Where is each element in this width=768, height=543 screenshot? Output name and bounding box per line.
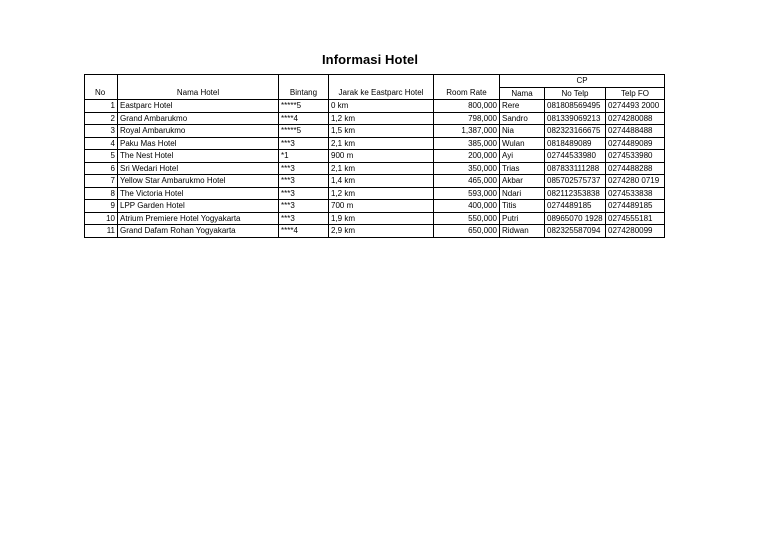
cell-rate: 550,000: [434, 212, 500, 225]
cell-rate: 400,000: [434, 200, 500, 213]
header-jarak: Jarak ke Eastparc Hotel: [329, 87, 434, 100]
cell-jarak: 1,9 km: [329, 212, 434, 225]
cell-jarak: 1,5 km: [329, 125, 434, 138]
header-telp-fo: Telp FO: [606, 87, 665, 100]
cell-bintang: ****4: [279, 225, 329, 238]
cell-nama: Ridwan: [500, 225, 545, 238]
cell-fo: 0274280088: [606, 112, 665, 125]
cell-fo: 0274488488: [606, 125, 665, 138]
cell-jarak: 1,2 km: [329, 112, 434, 125]
cell-hotel: Paku Mas Hotel: [118, 137, 279, 150]
header-rate-top: [434, 75, 500, 88]
cell-hotel: Sri Wedari Hotel: [118, 162, 279, 175]
cell-telp: 081339069213: [545, 112, 606, 125]
hotel-table: [84, 74, 665, 238]
cell-fo: 0274489185: [606, 200, 665, 213]
table-row: [85, 150, 665, 163]
table-row: [85, 212, 665, 225]
cell-bintang: *1: [279, 150, 329, 163]
cell-telp: 082112353838: [545, 187, 606, 200]
cell-jarak: 0 km: [329, 100, 434, 113]
cell-fo: 0274280 0719: [606, 175, 665, 188]
cell-fo: 0274280099: [606, 225, 665, 238]
cell-nama: Rere: [500, 100, 545, 113]
cell-telp: 0818489089: [545, 137, 606, 150]
cell-hotel: Grand Ambarukmo: [118, 112, 279, 125]
header-no: No: [85, 87, 118, 100]
cell-no: 11: [85, 225, 118, 238]
cell-no: 5: [85, 150, 118, 163]
cell-telp: 0274489185: [545, 200, 606, 213]
cell-nama: Nia: [500, 125, 545, 138]
cell-bintang: ****4: [279, 112, 329, 125]
cell-no: 8: [85, 187, 118, 200]
cell-jarak: 1,2 km: [329, 187, 434, 200]
cell-telp: 082325587094: [545, 225, 606, 238]
header-bintang: Bintang: [279, 87, 329, 100]
cell-hotel: LPP Garden Hotel: [118, 200, 279, 213]
table-row: [85, 137, 665, 150]
header-cp: CP: [500, 75, 665, 88]
cell-nama: Trias: [500, 162, 545, 175]
header-nama: Nama: [500, 87, 545, 100]
cell-nama: Ndari: [500, 187, 545, 200]
table-row: [85, 100, 665, 113]
header-row: [85, 87, 665, 100]
cell-jarak: 900 m: [329, 150, 434, 163]
cell-rate: 798,000: [434, 112, 500, 125]
header-room-rate: Room Rate: [434, 87, 500, 100]
cell-bintang: *****5: [279, 125, 329, 138]
cell-nama: Sandro: [500, 112, 545, 125]
table-row: [85, 187, 665, 200]
cell-telp: 02744533980: [545, 150, 606, 163]
cell-rate: 800,000: [434, 100, 500, 113]
cell-hotel: The Nest Hotel: [118, 150, 279, 163]
cell-rate: 385,000: [434, 137, 500, 150]
cell-fo: 0274489089: [606, 137, 665, 150]
cell-bintang: *****5: [279, 100, 329, 113]
cell-jarak: 2,1 km: [329, 162, 434, 175]
cell-nama: Ayi: [500, 150, 545, 163]
cell-no: 3: [85, 125, 118, 138]
cell-nama: Wulan: [500, 137, 545, 150]
cell-rate: 593,000: [434, 187, 500, 200]
cell-hotel: Royal Ambarukmo: [118, 125, 279, 138]
cell-telp: 081808569495: [545, 100, 606, 113]
page-title: Informasi Hotel: [321, 52, 419, 67]
cell-fo: 0274555181: [606, 212, 665, 225]
cell-jarak: 2,1 km: [329, 137, 434, 150]
cell-bintang: ***3: [279, 175, 329, 188]
table-row: [85, 125, 665, 138]
cell-rate: 200,000: [434, 150, 500, 163]
table-row: [85, 225, 665, 238]
cell-no: 2: [85, 112, 118, 125]
cell-fo: 0274533980: [606, 150, 665, 163]
cell-bintang: ***3: [279, 200, 329, 213]
cell-rate: 465,000: [434, 175, 500, 188]
cell-hotel: Eastparc Hotel: [118, 100, 279, 113]
cell-telp: 08965070 1928: [545, 212, 606, 225]
cell-hotel: Atrium Premiere Hotel Yogyakarta: [118, 212, 279, 225]
header-no-top: [85, 75, 118, 88]
cell-bintang: ***3: [279, 162, 329, 175]
header-jarak-top: [329, 75, 434, 88]
cell-hotel: The Victoria Hotel: [118, 187, 279, 200]
cell-bintang: ***3: [279, 187, 329, 200]
cell-rate: 350,000: [434, 162, 500, 175]
cell-telp: 082323166675: [545, 125, 606, 138]
cell-no: 9: [85, 200, 118, 213]
cell-nama: Titis: [500, 200, 545, 213]
table-row: [85, 112, 665, 125]
cell-no: 7: [85, 175, 118, 188]
cell-fo: 0274493 2000: [606, 100, 665, 113]
cell-nama: Akbar: [500, 175, 545, 188]
cell-rate: 650,000: [434, 225, 500, 238]
cell-fo: 0274533838: [606, 187, 665, 200]
cell-fo: 0274488288: [606, 162, 665, 175]
table-row: [85, 175, 665, 188]
cell-jarak: 2,9 km: [329, 225, 434, 238]
cell-telp: 087833111288: [545, 162, 606, 175]
cell-nama: Putri: [500, 212, 545, 225]
cell-jarak: 1,4 km: [329, 175, 434, 188]
cell-bintang: ***3: [279, 137, 329, 150]
table-row: [85, 200, 665, 213]
cell-no: 1: [85, 100, 118, 113]
cell-no: 4: [85, 137, 118, 150]
cell-telp: 085702575737: [545, 175, 606, 188]
cell-no: 10: [85, 212, 118, 225]
cell-rate: 1,387,000: [434, 125, 500, 138]
table-row: [85, 162, 665, 175]
cell-bintang: ***3: [279, 212, 329, 225]
cell-hotel: Yellow Star Ambarukmo Hotel: [118, 175, 279, 188]
header-row-top: [85, 75, 665, 88]
header-hotel-top: [118, 75, 279, 88]
cell-hotel: Grand Dafam Rohan Yogyakarta: [118, 225, 279, 238]
cell-no: 6: [85, 162, 118, 175]
cell-jarak: 700 m: [329, 200, 434, 213]
header-bintang-top: [279, 75, 329, 88]
header-no-telp: No Telp: [545, 87, 606, 100]
header-nama-hotel: Nama Hotel: [118, 87, 279, 100]
